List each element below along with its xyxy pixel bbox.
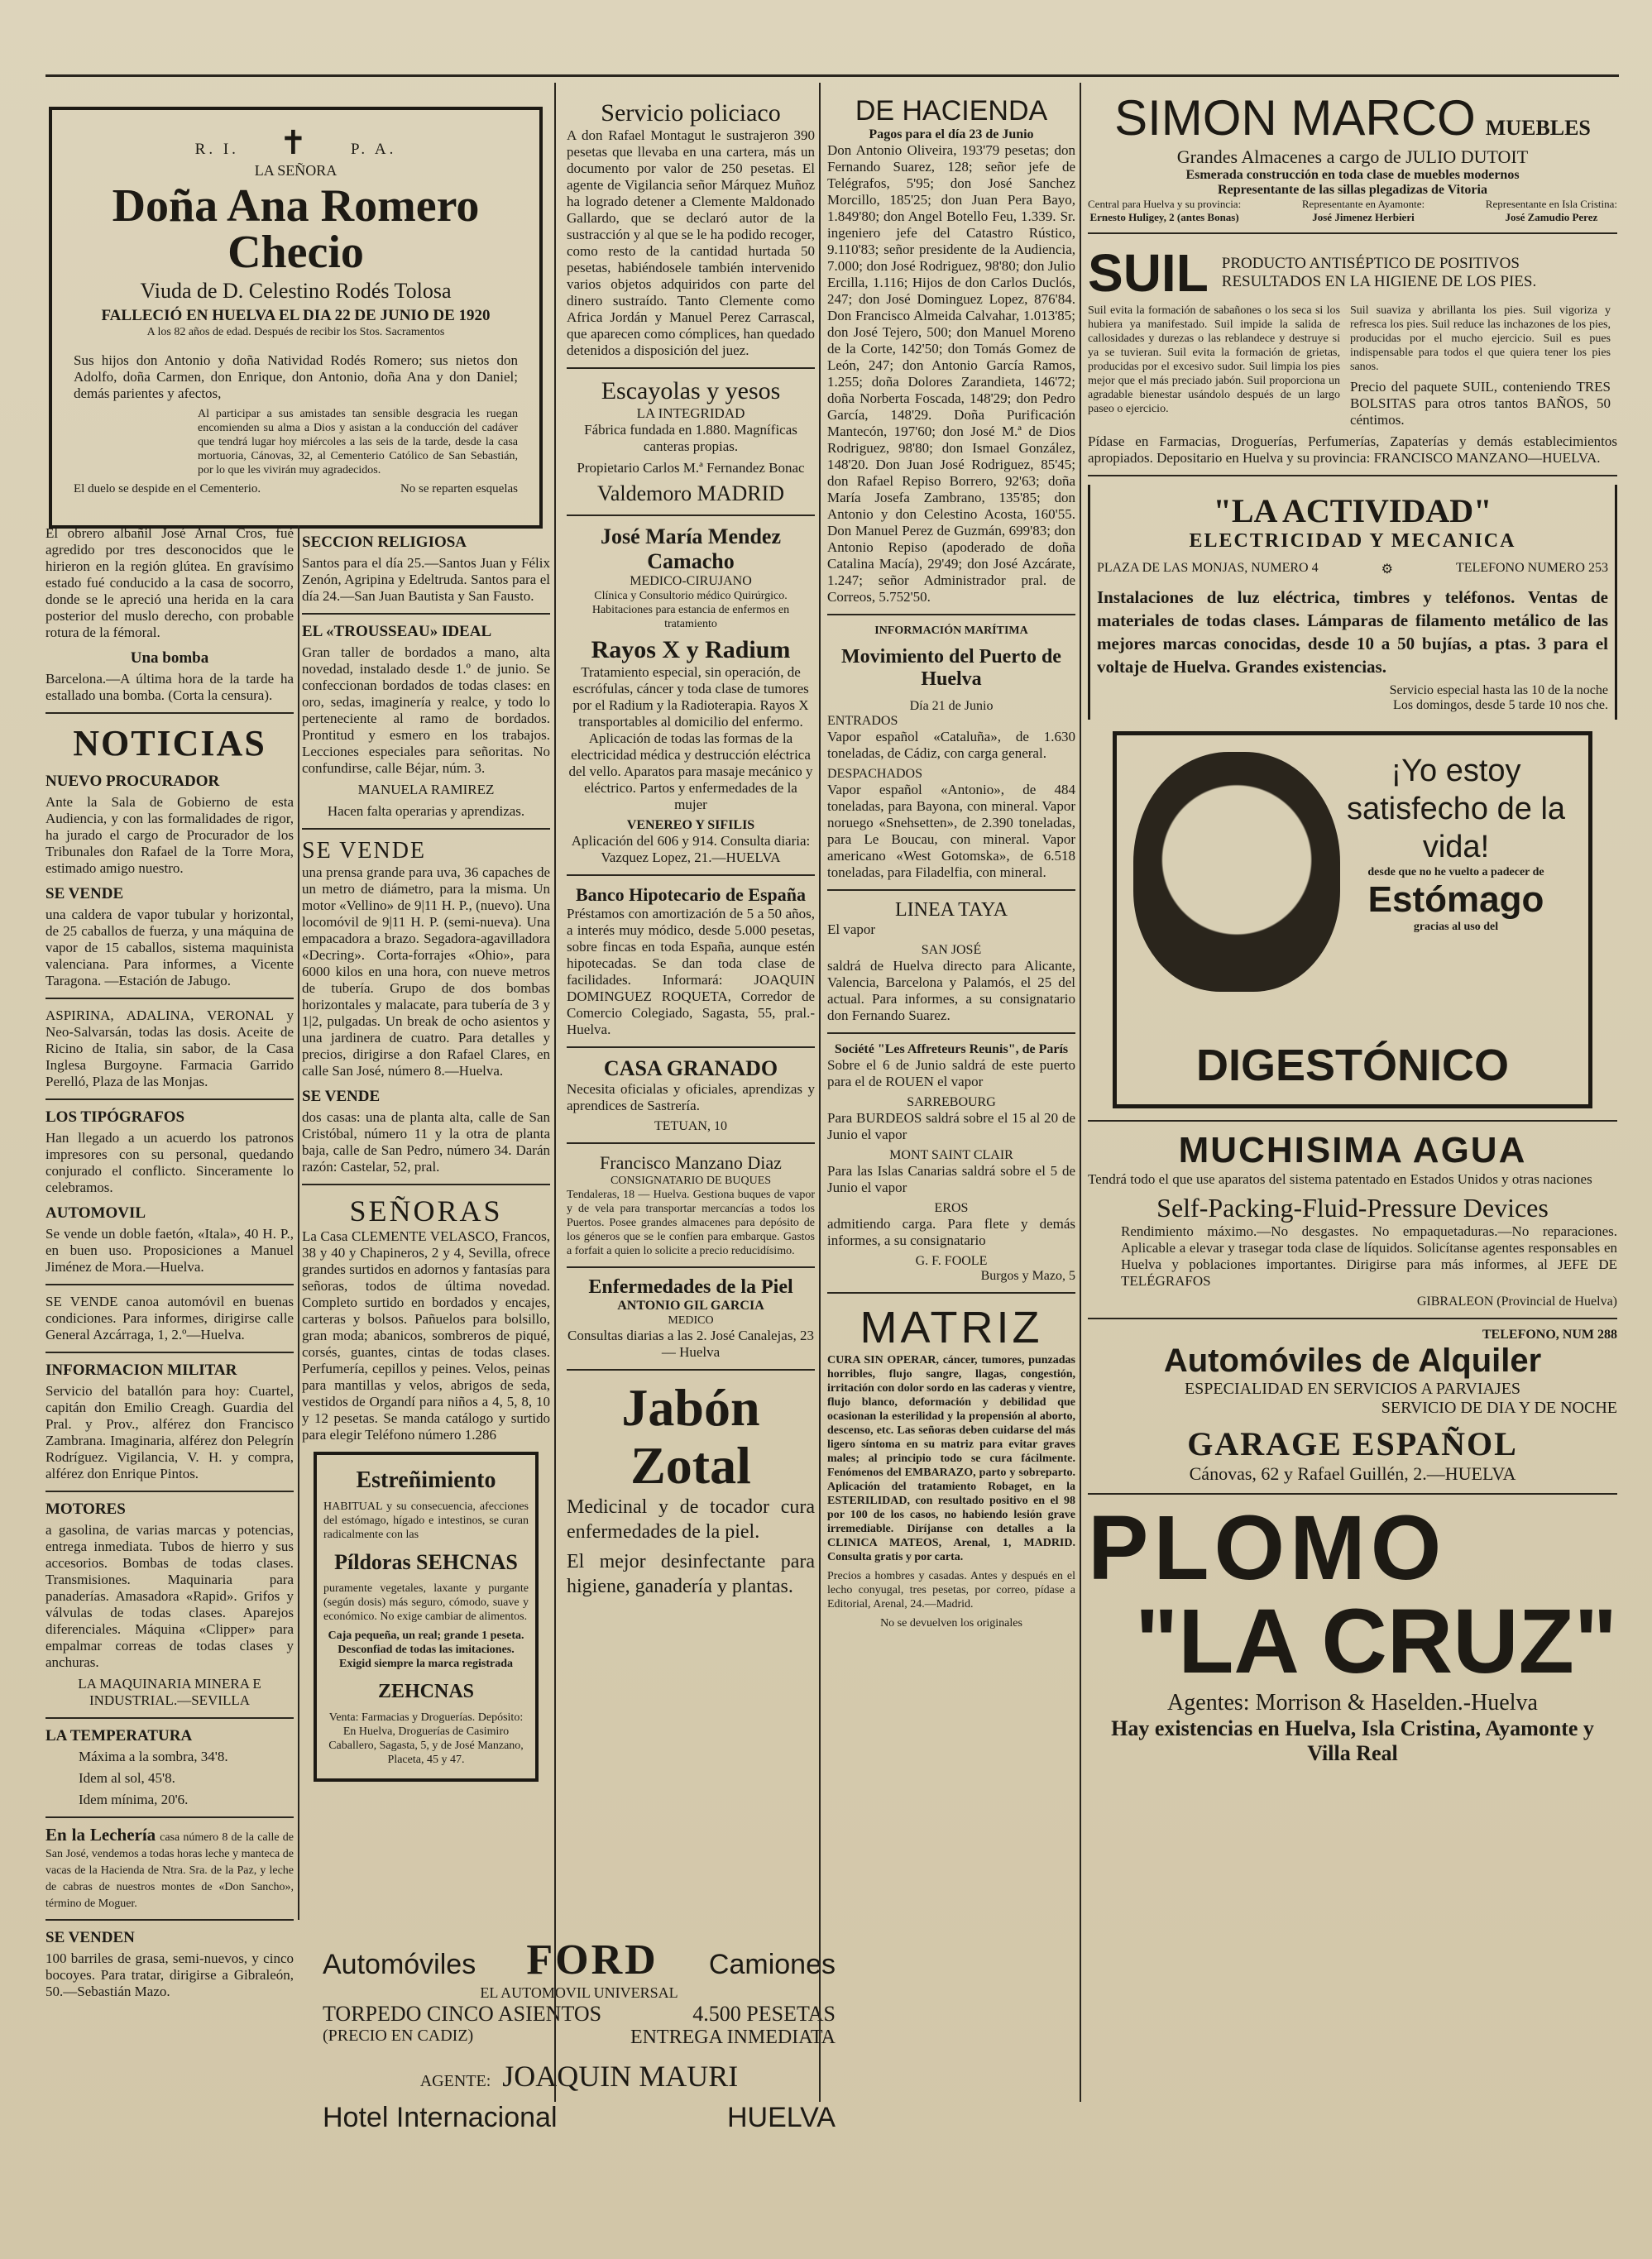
obituary-box-wrap — [45, 103, 546, 540]
automovil-news: Se vende un doble faetón, «Itala», 40 H. P., en buen uso. Proposiciones a Manuel Jiménez de Mora.—Huelva. — [45, 1226, 294, 1275]
procurador-title: NUEVO PROCURADOR — [45, 773, 220, 790]
entrados-title: ENTRADOS — [827, 714, 898, 728]
obituary-no-cards: No se reparten esquelas — [400, 482, 518, 495]
yesos-title: Escayolas y yesos — [601, 377, 781, 404]
actividad-hours1: Servicio especial hasta las 10 de la noche — [1389, 683, 1608, 697]
gear-icon: ⚙ — [1381, 562, 1393, 577]
militar-title: INFORMACION MILITAR — [45, 1362, 237, 1379]
rip-right: P. A. — [350, 141, 397, 158]
ford-hotel: Hotel Internacional — [323, 2102, 558, 2133]
yesos-sub: LA INTEGRIDAD — [636, 405, 745, 421]
banco-text: Préstamos con amortización de 5 a 50 años, a interés muy módico, desde 5.000 pesetas, sobre fincas en toda España, aunque estén hipotecadas. Se dan toda clase de facilidades. Informará: JOAQUIN DOMINGUEZ ROQUETA, Corredor de Comercio Colegiado, Sagasta, 55, pral.-Huelva. — [567, 906, 815, 1037]
temp-title: LA TEMPERATURA — [45, 1727, 193, 1745]
estr-text4: Venta: Farmacias y Droguerías. Depósito: En Huelva, Droguerías de Casimiro Caballero, Sagasta, 5, y de José Manzano, Placeta, 45 y 47. — [328, 1711, 524, 1766]
despachados-title: DESPACHADOS — [827, 767, 922, 781]
digest-1: ¡Yo estoy satisfecho de la vida! — [1346, 754, 1566, 864]
simon-sub: Grandes Almacenes a cargo de JULIO DUTOIT — [1176, 146, 1529, 167]
actividad-title: "LA ACTIVIDAD" — [1213, 492, 1492, 529]
aspirina-ad: ASPIRINA, ADALINA, VERONAL y Neo-Salvarsán, todas las dosis. Aceite de Ricino de Italia, sin sabor, de la Casa Inglesa Burgoyne. Farmacia Garrido Perelló, Plaza de las Monjas. — [45, 1007, 294, 1089]
digest-2: desde que no he vuelto a padecer de — [1367, 866, 1544, 878]
column-2 — [302, 525, 550, 1923]
obituary-widow: Viuda de D. Celestino Rodés Tolosa — [140, 279, 452, 303]
vende1-title: SE VENDE — [45, 885, 124, 902]
vende3-title: SE VENDE — [302, 838, 427, 864]
venden-title: SE VENDEN — [45, 1929, 135, 1946]
ford-brand: FORD — [526, 1936, 658, 1984]
actividad-addr: PLAZA DE LAS MONJAS, NUMERO 4 — [1097, 561, 1319, 575]
estr-title: Estreñimiento — [356, 1467, 496, 1493]
bomba-title: Una bomba — [130, 649, 209, 667]
zotal-text2: El mejor desinfectante para higiene, ganadería y plantas. — [567, 1551, 815, 1597]
plomo-agents: Agentes: Morrison & Haselden.-Huelva — [1167, 1690, 1538, 1716]
obituary-intro: LA SEÑORA — [254, 162, 338, 179]
estr-text2: puramente vegetales, laxante y purgante (según dosis) más seguro, cómodo, suave y económico. No exige cambiar de alimentos. — [323, 1582, 529, 1623]
piel-text: Consultas diarias a las 2. José Canalejas, 23 — Huelva — [567, 1328, 814, 1360]
plomo-stock: Hay existencias en Huelva, Isla Cristina, Ayamonte y Villa Real — [1111, 1716, 1594, 1765]
suil-price: Precio del paquete SUIL, conteniendo TRES BOLSITAS para otros tantos BAÑOS, 50 céntimos. — [1350, 379, 1611, 428]
rip-left: R. I. — [194, 141, 239, 158]
ship-1: SARREBOURG — [907, 1095, 996, 1109]
portrait-illustration — [1133, 752, 1340, 992]
simon-col1a: Central para Huelva y su provincia: — [1088, 198, 1242, 210]
tipografos-news: Han llegado a un acuerdo los patronos impresores con su personal, quedando conjurado el conflicto. Sinceramente lo celebramos. — [45, 1130, 294, 1195]
obituary-request: Al participar a sus amistades tan sensible desgracia les ruegan encomienden su alma a Dios y asistan a la conducción del cadáver que tendrá lugar hoy miércoles a las seis de la tarde, desde la casa mortuoria, Cánovas, 32, al Cementerio Católico de San Sebastián, por lo que les vivirán muy agradecidos. — [198, 408, 518, 476]
taya-text: saldrá de Huelva directo para Alicante, Valencia, Barcelona y Palamós, el 25 del actual. Para informes, a su consignatario don Fernando Suarez. — [827, 958, 1075, 1023]
obituary-duel: El duelo se despide en el Cementerio. — [74, 482, 261, 495]
foole: G. F. FOOLE — [915, 1254, 988, 1268]
ford-tag: EL AUTOMOVIL UNIVERSAL — [480, 1984, 678, 2001]
simon-col3a: Representante en Isla Cristina: — [1485, 198, 1617, 210]
seccion-title: SECCION RELIGIOSA — [302, 534, 467, 551]
noticias-header: NOTICIAS — [73, 723, 266, 763]
ford-agent-label: AGENTE: — [419, 2072, 491, 2090]
alquiler-1: ESPECIALIDAD EN SERVICIOS A PARVIAJES — [1184, 1380, 1521, 1398]
motores-title: MOTORES — [45, 1500, 126, 1518]
suil-sale: Pídase en Farmacias, Droguerías, Perfumerías, Zapaterías y demás establecimientos apropiados. Depositario en Huelva y su provincia: FRANCISCO MANZANO—HUELVA. — [1088, 433, 1617, 466]
yesos-owner: Propietario Carlos M.ª Fernandez Bonac — [577, 460, 805, 476]
agua-text2: Rendimiento máximo.—No desgastes. No empaquetaduras.—No reparaciones. Aplicable a elevar y trasegar toda clase de líquidos. Solicítanse agentes responsables en Huelva y poblaciones importantes. Dirigirse para más informes, al JEFE DE TELÉGRAFOS — [1121, 1223, 1617, 1289]
simon-title: SIMON MARCO — [1114, 90, 1476, 146]
obituary-family: Sus hijos don Antonio y doña Natividad Rodés Romero; sus nietos don Adolfo, doña Carmen, don Enrique, don Antonio, doña Ana y don Daniel; demás parientes y afectos, — [74, 352, 518, 401]
simon-rep: Representante de las sillas plegadizas de Vitoria — [1218, 183, 1487, 197]
agua-text1: Tendrá todo el que use aparatos del sistema patentado en Estados Unidos y otras naciones — [1088, 1171, 1592, 1187]
piel-title: Enfermedades de la Piel — [588, 1276, 793, 1298]
agua-title: MUCHISIMA AGUA — [1178, 1130, 1527, 1170]
trousseau-sign: MANUELA RAMIREZ — [357, 782, 495, 797]
obituary-box — [49, 107, 543, 529]
procurador-news: Ante la Sala de Gobierno de esta Audiencia, y con las formalidades de rigor, ha jurado el cargo de Procurador de los Tribunales don Rafael de la Torre Mora, estimado amigo nuestro. — [45, 794, 294, 876]
ford-left: Automóviles — [323, 1949, 476, 1980]
tipografos-title: LOS TIPÓGRAFOS — [45, 1108, 185, 1126]
simon-tag: MUEBLES — [1485, 116, 1591, 140]
matriz-text: CURA SIN OPERAR, cáncer, tumores, punzadas horribles, flujo sangre, llagas, congestión, irritación con dolor sordo en las caderas y vientre, flujo blanco, deformación y debilidad que ocasionan la esterilidad y la propensión al aborto, descenso, etc. Las señoras deben cuidarse del más ligero síntoma en su matriz para evitar graves males; al principio todo se cura fácilmente. Fenómenos del EMBARAZO, parto y sobreparto. Aplicación del tratamiento Robaget, en la ESTERILIDAD, con resultado positivo en el 98 por 100 de los casos, no habiendo lesión grave irremediable. Diríjanse con detalles a la CLINICA MATEOS, Arenal, 1, MADRID. Consulta gratis y por carta. — [827, 1354, 1075, 1563]
actividad-ad — [1088, 485, 1617, 720]
rip-line — [74, 123, 518, 162]
despachados-text: Vapor español «Antonio», de 484 toneladas, para Bayona, con mineral. Vapor noruego «Snehsetten», de 2.390 toneladas, para Le Boucau, con mineral. Vapor americano «West Gotomska», de 6.518 toneladas, para Filadelfia, con mineral. — [827, 782, 1075, 880]
simon-col3b: José Zamudio Perez — [1505, 211, 1598, 223]
yesos-text: Fábrica fundada en 1.880. Magníficas canteras propias. — [584, 422, 797, 454]
granado-title: CASA GRANADO — [603, 1056, 778, 1080]
puerto-date: Día 21 de Junio — [909, 699, 994, 713]
taya-title: LINEA TAYA — [894, 899, 1008, 921]
alquiler-phone: TELEFONO, NUM 288 — [1482, 1328, 1617, 1342]
lecheria-ad: casa número 8 de la calle de San José, vendemos a todas horas leche y manteca de vacas de la Hacienda de Ntra. Sra. de la Paz, y leche de cabras de nuestros montes de «Don Sancho», término de Moguer. — [45, 1831, 294, 1910]
column-5 — [1088, 89, 1617, 2207]
actividad-sub: ELECTRICIDAD Y MECANICA — [1189, 530, 1516, 552]
temp-max: Máxima a la sombra, 34'8. — [79, 1749, 228, 1764]
temp-sol: Idem al sol, 45'8. — [79, 1770, 175, 1786]
manzano-sub: CONSIGNATARIO DE BUQUES — [610, 1175, 772, 1187]
matriz-price: Precios a hombres y casadas. Antes y después en el lecho conyugal, tres pesetas, por correo, pídase a Editorial, Arenal, 24.—Madrid. — [827, 1570, 1075, 1610]
digest-5: DIGESTÓNICO — [1195, 1041, 1510, 1090]
ford-ad — [323, 1936, 836, 2167]
simon-col1b: Ernesto Huligey, 2 (antes Bonas) — [1089, 211, 1239, 223]
simon-col2b: José Jimenez Herbieri — [1312, 211, 1415, 223]
zotal-title: Jabón Zotal — [621, 1378, 760, 1495]
digest-4: gracias al uso del — [1413, 921, 1499, 933]
estrenimiento-ad — [314, 1452, 539, 1782]
rayos-title: Rayos X y Radium — [591, 636, 791, 663]
seccion-text: Santos para el día 25.—Santos Juan y Félix Zenón, Agripina y Edeltruda. Santos para el día 24.—San Juan Bautista y San Fausto. — [302, 555, 550, 604]
digest-3: Estómago — [1367, 879, 1544, 920]
digestonico-ad — [1113, 731, 1592, 1108]
bomba-news: Barcelona.—A última hora de la tarde ha estallado una bomba. (Corta la censura). — [45, 671, 294, 703]
alquiler-title: Automóviles de Alquiler — [1163, 1342, 1542, 1379]
obituary-name: Doña Ana Romero Checio — [112, 180, 480, 278]
entrados-text: Vapor español «Cataluña», de 1.630 toneladas, de Cádiz, con carga general. — [827, 729, 1075, 761]
simon-line: Esmerada construcción en toda clase de muebles modernos — [1185, 168, 1520, 182]
ford-price: 4.500 PESETAS — [692, 2002, 836, 2026]
policia-title: Servicio policiaco — [601, 99, 781, 127]
column-1 — [45, 525, 294, 2130]
venden-ad: 100 barriles de grasa, semi-nuevos, y cinco bocoyes. Para tratar, dirigirse a Gibraleón, 50.—Sebastián Mazo. — [45, 1950, 294, 1999]
ford-model: TORPEDO CINCO ASIENTOS — [323, 2002, 602, 2026]
column-4 — [827, 95, 1075, 2147]
taya-vapor: El vapor — [827, 921, 876, 937]
suil-title: SUIL — [1088, 243, 1209, 303]
manzano-title: Francisco Manzano Diaz — [600, 1152, 782, 1173]
estr-brand: ZEHCNAS — [377, 1681, 475, 1702]
granado-text: Necesita oficialas y oficiales, aprendizas y aprendices de Sastrería. — [567, 1081, 815, 1113]
vende1-news: una caldera de vapor tubular y horizontal, de 25 caballos de fuerza, y una máquina de vapor de 15 caballos, sistema maquinista valenciana. Para informes, a Vicente Taragona. —Estación de Jabugo. — [45, 907, 294, 988]
actividad-text: Instalaciones de luz eléctrica, timbres y teléfonos. Ventas de materiales de todas clases. Lámparas de filamento metálico de las mejores marcas conocidas, desde 10 a 50 bujías, a ptas. 3 para el voltaje de Huelva. Grandes existencias. — [1097, 587, 1608, 677]
zotal-text1: Medicinal y de tocador cura enfermedades de la piel. — [567, 1496, 815, 1543]
trousseau-text: Gran taller de bordados a mano, alta novedad, instalado desde 1.º de junio. Se confeccionan bordados de todas clases: en oro, sedas, imaginería y realce, y todo lo perteneciente al ramo de bordados. Prontitud y esmero en los trabajos. Lecciones especiales para señoritas. No confundirse, calle Béjar, núm. 3. — [302, 644, 550, 776]
garage-title: GARAGE ESPAÑOL — [1187, 1425, 1518, 1462]
lecheria-title: En la Lechería — [45, 1825, 156, 1845]
granado-addr: TETUAN, 10 — [654, 1119, 727, 1133]
affreteurs-2: Para BURDEOS saldrá sobre el 15 al 20 de Junio el vapor — [827, 1110, 1075, 1142]
ford-right: Camiones — [708, 1949, 836, 1980]
maritima-title: INFORMACIÓN MARÍTIMA — [874, 625, 1028, 637]
ship-3: EROS — [934, 1201, 969, 1215]
ford-note: (PRECIO EN CADIZ) — [323, 2027, 474, 2045]
plomo-2: "LA CRUZ" — [1135, 1591, 1617, 1692]
plomo-1: PLOMO — [1088, 1497, 1447, 1599]
venereo: VENEREO Y SIFILIS — [626, 818, 755, 832]
affreteurs-3: Para las Islas Canarias saldrá sobre el 5 de Junio el vapor — [827, 1163, 1075, 1195]
vende2-ad: SE VENDE canoa automóvil en buenas condiciones. Para informes, dirigirse calle General Azcárraga, 1, 2.º—Huelva. — [45, 1294, 294, 1342]
temp-min: Idem mínima, 20'6. — [79, 1792, 189, 1807]
trousseau-note: Hacen falta operarias y aprendizas. — [327, 803, 525, 819]
matriz-title: MATRIZ — [860, 1303, 1043, 1352]
ford-agent: JOAQUIN MAURI — [502, 2060, 739, 2093]
suil-right: Suil suaviza y abrillanta los pies. Suil vigoriza y refresca los pies. Suil reduce las inchazones de los pies, producidas por el mucho ejercicio. Suil es pues indispensable para todos el que quiera tener los pies sanos. — [1350, 304, 1611, 373]
hacienda-text: Don Antonio Oliveira, 193'79 pesetas; don Fernando Suarez, 128; señor jefe de Telégrafos, 5'95; don José Sanchez Morcillo, 185'25; don Juan Pera Bayo, 1.849'80; don Angel Botello Feu, 1.339. Sr. ingeniero jefe del Catastro Rústico, 9.110'83; señor presidente de la Audiencia, 7.000; don José Rodriguez, 98'80; don Julio Ercilla, 1.116; Hijos de don Carlos Duclós, 247; don José Dominguez Lopez, 876'84. Don Francisco Almeida Calvahar, 1.013'85; don José Tejero, 500; don Manuel Moreno de la Corte, 142'50; don Tomás Gomez de León, 247; don Antonio García Ramos, 1.255; doña Dolores Zarandieta, 146'72; doña Norberta Foscada, 148'29; don Pedro García, 148'29. Doña Purificación Mantecón, 197'60; don José M.ª de Dios Rodriguez, 98'80; don Ismael González, 148'20. Don Juan José Rodriguez, 85'45; don Rafael Repiso Borrero, 92'63; doña María Josefa Zambrano, 135'85; don Antonio y don Celestino Acosta, 160'55. Don Manuel Perez de Guzmán, 699'83; don Antonio Repiso (apoderado de doña Catalina Macía), 29'49; don José Azcárate, 1.247; señor Administrador pral. de Correos, 5.752'50. — [827, 142, 1075, 605]
actividad-phone: TELEFONO NUMERO 253 — [1455, 561, 1608, 575]
hacienda-title: DE HACIENDA — [855, 95, 1048, 127]
banco-title: Banco Hipotecario de España — [575, 884, 807, 905]
agua-product: Self-Packing-Fluid-Pressure Devices — [1156, 1193, 1549, 1223]
militar-news: Servicio del batallón para hoy: Cuartel, capitán don Emilio Creagh. Guardia del Pral. y Prov., alférez don Francisco Zambrana. Imaginaria, alférez don Pelegrín Rodríguez. Vigilancia, V. H. y compra, alférez don Enrique Pintos. — [45, 1383, 294, 1481]
ship-2: MONT SAINT CLAIR — [889, 1148, 1013, 1162]
simon-col2a: Representante en Ayamonte: — [1301, 198, 1425, 210]
estr-product: Píldoras SEHCNAS — [334, 1550, 518, 1574]
manzano-text: Tendaleras, 18 — Huelva. Gestiona buques de vapor y de vela para transportar mercancías a todos los Puertos. Posee grandes almacenes para depósito de los géneros que se le confíen para embarque. Gastos a forfait a quien lo solicite a precio reducidísimo. — [567, 1189, 815, 1257]
policia-text: A don Rafael Montagut le sustrajeron 390 pesetas que llevaba en una cartera, más un documento por valor de 250 pesetas. El agente de Vigilancia señor Márquez Muñoz ha logrado detener a Clemente Maldonado Gallardo, que se declaró autor de la sustracción y al que se le ha podido recoger, como resto de la cantidad hurtada 50 pesetas, habiéndosele también intervenido varios objetos adquiridos con parte del dinero sustraído. Tanto Clemente como Africa Jordán y Manuel Perez Carrascal, que aparecen como cómplices, han quedado detenidos a disposición del juez. — [567, 127, 815, 358]
foole-addr: Burgos y Mazo, 5 — [980, 1269, 1075, 1283]
cross-icon: ✝ — [279, 124, 311, 161]
ford-city: HUELVA — [726, 2102, 836, 2133]
trousseau-title: EL «TROUSSEAU» IDEAL — [302, 623, 492, 640]
yesos-city: Valdemoro MADRID — [596, 481, 785, 505]
actividad-hours2: Los domingos, desde 5 tarde 10 nos che. — [1393, 698, 1608, 712]
estr-text3: Caja pequeña, un real; grande 1 peseta. Desconfiad de todas las imitaciones. Exigid siempre la marca registrada — [328, 1630, 524, 1670]
originals-note: No se devuelven los originales — [880, 1617, 1022, 1630]
suil-head: PRODUCTO ANTISÉPTICO DE POSITIVOS RESULTADOS EN LA HIGIENE DE LOS PIES. — [1221, 255, 1537, 290]
affreteurs-title: Société "Les Affreteurs Reunis", de París — [834, 1042, 1069, 1056]
hacienda-sub: Pagos para el día 23 de Junio — [869, 127, 1034, 141]
alquiler-2: SERVICIO DE DIA Y DE NOCHE — [1381, 1399, 1617, 1417]
automovil-title: AUTOMOVIL — [45, 1204, 146, 1222]
puerto-title: Movimiento del Puerto de Huelva — [841, 646, 1061, 690]
suil-left: Suil evita la formación de sabañones o los seca si los hubiera ya manifestado. Suil impide la salida de callosidades y durezas o las reblandece y destruye si ya se tuvieran. Suil evita la formación de grietas, producidas por el excesivo sudor. Suil limpia los pies mejor que el más preciado jabón. Suil proporciona un agradable bienestar usándolo después de un largo paseo o ejercicio. — [1088, 304, 1340, 415]
obituary-age: A los 82 años de edad. Después de recibir los Stos. Sacramentos — [146, 326, 445, 338]
medico-text3: Aplicación del 606 y 914. Consulta diaria: Vazquez Lopez, 21.—HUELVA — [571, 833, 811, 865]
top-rule — [45, 74, 1619, 77]
vende4-text: dos casas: una de planta alta, calle de San Cristóbal, número 11 y la otra de planta baja, calle de San Pedro, número 34. Darán razón: Castelar, 52, pral. — [302, 1109, 550, 1175]
medico-title: José María Mendez Camacho — [600, 524, 782, 573]
taya-ship: SAN JOSÉ — [921, 943, 982, 957]
estr-text1: HABITUAL y su consecuencia, afecciones del estómago, hígado e intestinos, se curan radicalmente con las — [323, 1500, 529, 1541]
piel-sub: MEDICO — [668, 1314, 714, 1327]
garage-addr: Cánovas, 62 y Rafael Guillén, 2.—HUELVA — [1189, 1463, 1516, 1484]
obituary-died: FALLECIÓ EN HUELVA EL DIA 22 DE JUNIO DE 1920 — [101, 307, 491, 324]
vende3-text: una prensa grande para uva, 36 capaches de un metro de diámetro, para la misma. Un motor «Vellino» de 9|11 H. P., (nuevo). Una locomóvil de 9|11 H. P. (semi-nueva). Una empacadora a brazo. Segadora-agavilladora «Decring». Corta-forrajes «Ohio», para 6000 kilos en una hora, con nueve metros de tubería. Grupo de dos bombas horizontales y malacate, para tubería de 3 y 1|2, pulgadas. Un break de ocho asientos y una jardinera de cuatro. Para detalles y precios, dirigirse a don Rafael Clares, en calle San José, número 8.—Huelva. — [302, 864, 550, 1079]
motores-sign: LA MAQUINARIA MINERA E INDUSTRIAL.—SEVILLA — [78, 1676, 261, 1708]
motores-ad: a gasolina, de varias marcas y potencias, entrega inmediata. Tubos de hierro y sus accesorios. Bombas de todas clases. Transmisiones. Maquinaria para panaderías. Amasadora «Rapid». Grifos y válvulas de todas clases. Aparejos diferenciales. Máquina «Clipper» para empalmar correas de todas clases y anchuras. — [45, 1522, 294, 1670]
affreteurs-1: Sobre el 6 de Junio saldrá de este puerto para el de ROUEN el vapor — [827, 1057, 1075, 1089]
vende4-title: SE VENDE — [302, 1088, 381, 1105]
medico-text1: Clínica y Consultorio médico Quirúrgico. Habitaciones para estancia de enfermos en tratamiento — [591, 590, 790, 630]
piel-name: ANTONIO GIL GARCIA — [617, 1299, 764, 1313]
medico-sub: MEDICO-CIRUJANO — [630, 574, 752, 588]
senoras-text: La Casa CLEMENTE VELASCO, Francos, 38 y 40 y Chapineros, 2 y 4, Sevilla, ofrece grandes surtidos en adornos y fantasías para señoras, todos de última novedad. Completo surtido en bordados y encajes, carteras y bolsos. Pañuelos para bolsillo, gran moda; abanicos, sombreros de piqué, corsés, guantes, cintas de todas clases. Perfumería, cepillos y peines. Velos, peinas para mantillas y velos, abrigos de seda, vestidos de Organdí para niños a 4, 5, 8, 10 y 12 pesetas. Se manda catálogo y surtido para elegir Teléfono número 1.286 — [302, 1228, 550, 1443]
albanil-news: El obrero albañil José Arnal Cros, fué agredido por tres desconocidos que le hirieron en la región glútea. En gravísimo estado fué conducido a la casa de socorro, donde se le apreció una herida en la cara posterior del muslo derecho, con probable rotura de la fémoral. — [45, 525, 294, 640]
agua-city: GIBRALEON (Provincial de Huelva) — [1416, 1295, 1617, 1309]
medico-text2: Tratamiento especial, sin operación, de escrófulas, cáncer y toda clase de tumores por el Radium y la Radioterapia. Rayos X transportables al domicilio del enfermo. Aplicación de todas las formas de la electricidad médica y destrucción eléctrica del vello. Aparatos para masaje mecánico y eléctrico. Partos y enfermedades de la mujer — [568, 664, 813, 812]
senoras-title: SEÑORAS — [349, 1194, 503, 1228]
ford-delivery: ENTREGA INMEDIATA — [630, 2027, 836, 2048]
affreteurs-4: admitiendo carga. Para flete y demás informes, a su consignatario — [827, 1216, 1075, 1248]
column-3 — [567, 99, 815, 1919]
